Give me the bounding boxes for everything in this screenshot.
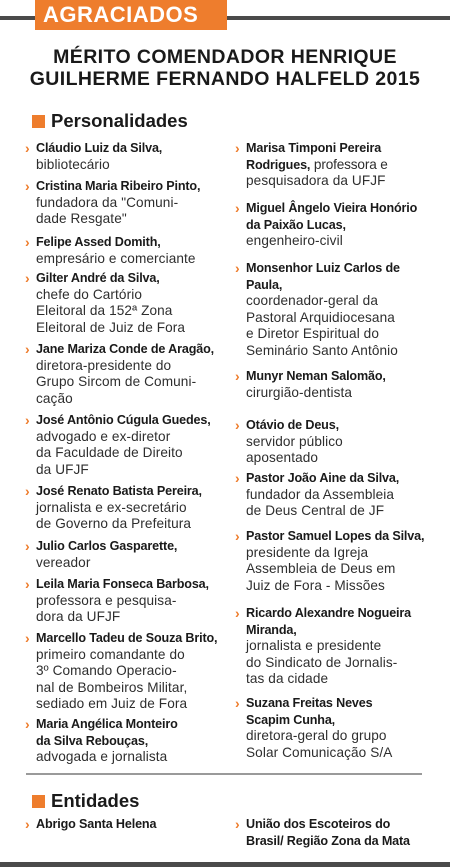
chevron-right-icon: ›: [235, 260, 240, 276]
person-name-text: Rodrigues,: [246, 157, 311, 172]
divider: [26, 773, 422, 775]
section-heading-label: Entidades: [51, 790, 140, 811]
person-description: diretora-geral do grupo: [246, 728, 387, 744]
person-description: aposentado: [246, 450, 319, 466]
person-entry: [26, 140, 236, 173]
person-description: pesquisadora da UFJF: [246, 173, 386, 189]
chevron-right-icon: ›: [235, 470, 240, 486]
person-description: presidente da Igreja: [246, 544, 369, 560]
person-name: Jane Mariza Conde de Aragão,: [36, 342, 214, 356]
person-entry: [26, 483, 236, 533]
person-name: Suzana Freitas Neves: [246, 696, 373, 710]
chevron-right-icon: ›: [235, 528, 240, 544]
person-entry: [26, 178, 236, 228]
chevron-right-icon: ›: [25, 341, 30, 357]
person-name: Ricardo Alexandre Nogueira: [246, 606, 411, 620]
person-description: vereador: [36, 554, 91, 570]
person-name: Miranda,: [246, 622, 297, 637]
person-description: chefe do Cartório: [36, 286, 142, 302]
chevron-right-icon: ›: [235, 200, 240, 216]
person-description: Pastoral Arquidiocesana: [246, 309, 395, 325]
person-entry: [26, 538, 236, 571]
chevron-right-icon: ›: [25, 270, 30, 286]
person-name: José Antônio Cúgula Guedes,: [36, 413, 211, 427]
person-name: Pastor Samuel Lopes da Silva,: [246, 529, 425, 543]
entidade-item-left: [26, 816, 236, 833]
entidade-name-line: União dos Escoteiros do: [246, 817, 391, 831]
person-entry: [26, 341, 236, 407]
person-description: professora e: [310, 156, 388, 172]
person-description: jornalista e presidente: [246, 638, 382, 654]
person-description: e Diretor Espiritual do: [246, 326, 380, 342]
chevron-right-icon: ›: [235, 140, 240, 156]
person-description: dade Resgate": [36, 211, 127, 227]
person-description: Grupo Sircom de Comuni-: [36, 374, 197, 390]
chevron-right-icon: ›: [25, 716, 30, 732]
person-name: [236, 157, 436, 174]
person-description: da UFJF: [36, 461, 89, 477]
person-name: da Paixão Lucas,: [246, 217, 346, 232]
person-description: professora e pesquisa-: [36, 592, 177, 608]
section-tag: AGRACIADOS: [35, 0, 227, 30]
person-description: Eleitoral da 152ª Zona: [36, 303, 173, 319]
person-name: Maria Angélica Monteiro: [36, 717, 178, 731]
section-heading-entidades: [32, 790, 139, 812]
chevron-right-icon: ›: [25, 140, 30, 156]
person-description: coordenador-geral da: [246, 293, 378, 309]
person-entry: [26, 270, 236, 336]
person-entry: [26, 412, 236, 478]
person-description: fundadora da "Comuni-: [36, 194, 179, 210]
person-description: advogada e jornalista: [36, 749, 168, 765]
person-description: Solar Comunicação S/A: [246, 744, 393, 760]
person-entry: [26, 576, 236, 626]
person-entry: [26, 716, 236, 766]
person-description: 3º Comando Operacio-: [36, 663, 177, 679]
person-description: diretora-presidente do: [36, 357, 172, 373]
person-description: Assembleia de Deus em: [246, 561, 396, 577]
chevron-right-icon: ›: [235, 368, 240, 384]
person-description: do Sindicato de Jornalis-: [246, 654, 398, 670]
person-description: tas da cidade: [246, 671, 329, 687]
person-name: Paula,: [246, 277, 283, 292]
person-entry: [236, 470, 436, 520]
person-name: Scapim Cunha,: [246, 712, 336, 727]
entidade-name-line: Brasil/ Região Zona da Mata: [246, 833, 410, 848]
person-name: Julio Carlos Gasparette,: [36, 539, 178, 553]
person-entry: [236, 695, 436, 761]
person-description: cirurgião-dentista: [246, 384, 353, 400]
person-entry: [236, 417, 436, 467]
person-description: bibliotecário: [36, 156, 110, 172]
person-name: Otávio de Deus,: [246, 418, 339, 432]
person-description: advogado e ex-diretor: [36, 428, 171, 444]
chevron-right-icon: ›: [25, 412, 30, 428]
entidade-name: Abrigo Santa Helena: [36, 817, 157, 831]
person-name: Cláudio Luiz da Silva,: [36, 141, 163, 155]
person-description: Seminário Santo Antônio: [246, 342, 398, 358]
chevron-right-icon: ›: [25, 538, 30, 554]
chevron-right-icon: ›: [25, 178, 30, 194]
chevron-right-icon: ›: [235, 417, 240, 433]
person-description: nal de Bombeiros Militar,: [36, 679, 188, 695]
page-title: [0, 46, 450, 90]
person-name: Cristina Maria Ribeiro Pinto,: [36, 179, 201, 193]
person-description: fundador da Assembleia: [246, 486, 395, 502]
person-description: engenheiro-civil: [246, 233, 343, 249]
orange-square-icon: [32, 795, 45, 808]
chevron-right-icon: ›: [25, 630, 30, 646]
person-name: Miguel Ângelo Vieira Honório: [246, 201, 418, 215]
person-name: Marcello Tadeu de Souza Brito,: [36, 631, 218, 645]
title-line-2: GUILHERME FERNANDO HALFELD 2015: [29, 68, 421, 90]
person-entry: [26, 234, 236, 267]
person-name: José Renato Batista Pereira,: [36, 484, 202, 498]
person-entry: [236, 605, 436, 688]
chevron-right-icon: ›: [235, 695, 240, 711]
person-entry: [236, 140, 436, 190]
section-heading-personalidades: [32, 110, 188, 132]
person-name: da Silva Rebouças,: [36, 733, 149, 748]
person-name: Pastor João Aine da Silva,: [246, 471, 400, 485]
chevron-right-icon: ›: [25, 576, 30, 592]
person-description: servidor público: [246, 433, 343, 449]
person-entry: [236, 260, 436, 360]
person-description: Juiz de Fora - Missões: [246, 577, 385, 593]
person-name: Gilter André da Silva,: [36, 271, 160, 285]
person-description: dora da UFJF: [36, 609, 121, 625]
person-entry: [236, 368, 436, 401]
person-description: de Governo da Prefeitura: [36, 516, 192, 532]
person-description: cação: [36, 390, 73, 406]
person-entry: [236, 200, 436, 250]
person-name: Felipe Assed Domith,: [36, 235, 161, 249]
person-name: Leila Maria Fonseca Barbosa,: [36, 577, 209, 591]
chevron-right-icon: ›: [25, 234, 30, 250]
person-description: de Deus Central de JF: [246, 503, 385, 519]
person-description: da Faculdade de Direito: [36, 445, 183, 461]
orange-square-icon: [32, 115, 45, 128]
person-name: Monsenhor Luiz Carlos de: [246, 261, 400, 275]
person-name: Marisa Timponi Pereira: [246, 141, 382, 155]
chevron-right-icon: ›: [235, 816, 240, 832]
person-description: primeiro comandante do: [36, 646, 185, 662]
chevron-right-icon: ›: [25, 816, 30, 832]
person-description: jornalista e ex-secretário: [36, 499, 187, 515]
title-line-1: MÉRITO COMENDADOR HENRIQUE: [53, 46, 397, 68]
chevron-right-icon: ›: [235, 605, 240, 621]
entidade-item-right: [236, 816, 436, 849]
person-entry: [236, 528, 436, 594]
person-name: Munyr Neman Salomão,: [246, 369, 386, 383]
chevron-right-icon: ›: [25, 483, 30, 499]
person-description: Eleitoral de Juiz de Fora: [36, 319, 186, 335]
section-heading-label: Personalidades: [51, 110, 188, 131]
person-description: empresário e comerciante: [36, 250, 196, 266]
bottom-rule: [0, 862, 450, 867]
person-description: sediado em Juiz de Fora: [36, 696, 188, 712]
person-entry: [26, 630, 236, 713]
